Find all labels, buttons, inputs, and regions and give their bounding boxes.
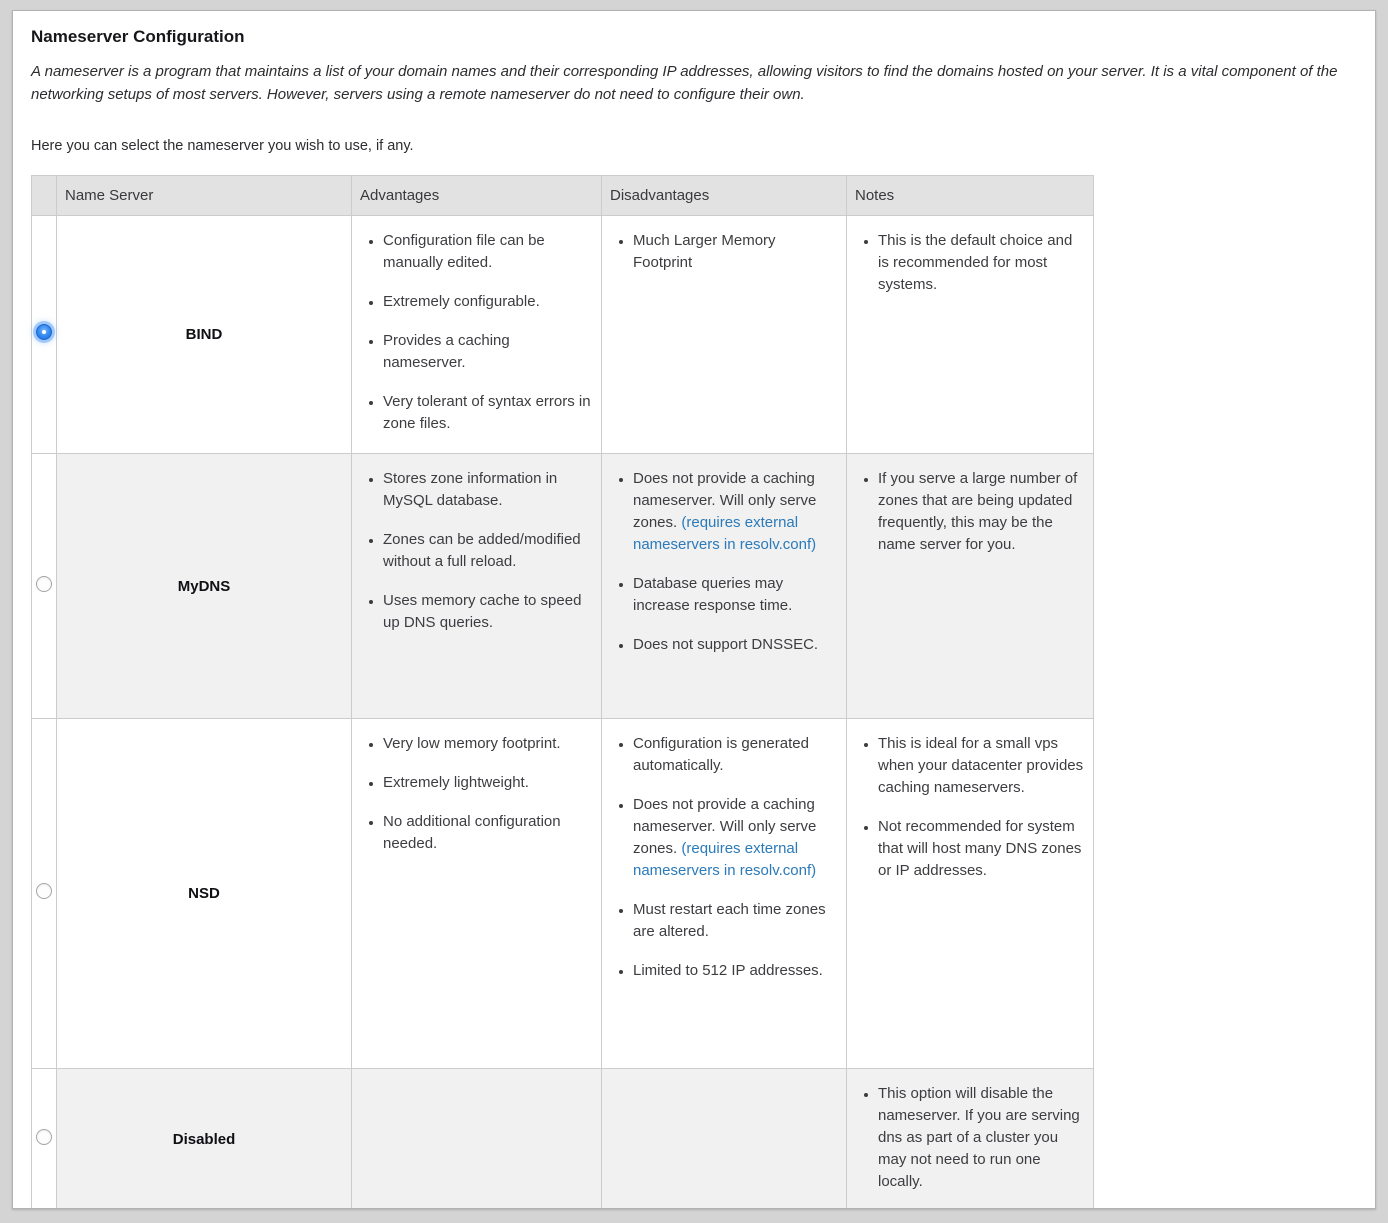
advantages-list [352,719,601,869]
bullet-item: • Zones can be added/modified without a full reload. [383,529,593,573]
disadvantages-cell [602,719,847,1069]
bullet-item: • Configuration is generated automatically. [633,733,838,777]
page-title: Nameserver Configuration [31,27,245,46]
column-header-advantages: Advantages [352,176,602,216]
bullet-item: • Much Larger Memory Footprint [633,230,838,274]
radio-mydns[interactable] [36,576,52,592]
bullet-item: • Does not provide a caching nameserver. Will only serve zones. (requires external nameservers in resolv.conf) [633,794,838,882]
radio-cell [32,454,57,719]
bullet-item: • Stores zone information in MySQL database. [383,468,593,512]
nameserver-table [31,175,1094,1209]
radio-bind[interactable] [36,324,52,340]
table-row [32,216,1094,454]
radio-disabled[interactable] [36,1129,52,1145]
bullet-item: • No additional configuration needed. [383,811,593,855]
notes-list [847,216,1093,310]
advantages-cell [352,719,602,1069]
notes-cell [847,1069,1094,1210]
disadvantages-cell [602,1069,847,1210]
radio-cell [32,216,57,454]
radio-cell [32,1069,57,1210]
column-header-disadvantages: Disadvantages [602,176,847,216]
notes-cell [847,454,1094,719]
nameserver-name: Disabled [57,1069,352,1210]
table-header-row [32,176,1094,216]
table-row [32,1069,1094,1210]
notes-cell [847,216,1094,454]
bullet-item: • This is the default choice and is recommended for most systems. [878,230,1085,296]
radio-column-header [32,176,57,216]
bullet-item: • Uses memory cache to speed up DNS queries. [383,590,593,634]
nameserver-table-body [32,216,1094,1210]
nameserver-name: BIND [57,216,352,454]
table-row [32,719,1094,1069]
nameserver-name: MyDNS [57,454,352,719]
bullet-item: • Does not support DNSSEC. [633,634,838,656]
notes-list [847,1069,1093,1207]
selection-hint: Here you can select the nameserver you wish to use, if any. [31,138,414,154]
bullet-item: • Must restart each time zones are altered. [633,899,838,943]
notes-list [847,454,1093,570]
bullet-item: • Database queries may increase response time. [633,573,838,617]
radio-nsd[interactable] [36,883,52,899]
bullet-item: • This option will disable the nameserver. If you are serving dns as part of a cluster you may not need to run one locally. [878,1083,1085,1193]
table-row [32,454,1094,719]
intro-description: A nameserver is a program that maintains a list of your domain names and their corresponding IP addresses, allowing visitors to find the domains hosted on your server. It is a vital component of the networking setups of most servers. However, servers using a remote nameserver do not need to configure their own. [31,63,1338,103]
disadvantages-cell [602,454,847,719]
radio-cell [32,719,57,1069]
bullet-item: • If you serve a large number of zones that are being updated frequently, this may be the name server for you. [878,468,1085,556]
advantages-list [352,454,601,648]
bullet-item: • Extremely configurable. [383,291,593,313]
disadvantages-list [602,216,846,288]
nameserver-config-panel [12,10,1376,1209]
advantages-cell [352,216,602,454]
disadvantages-cell [602,216,847,454]
bullet-item: • Extremely lightweight. [383,772,593,794]
advantages-cell [352,1069,602,1210]
resolv-conf-link[interactable]: (requires external nameservers in resolv.conf) [633,840,817,879]
bullet-item: • Very tolerant of syntax errors in zone files. [383,391,593,435]
column-header-name-server: Name Server [57,176,352,216]
column-header-notes: Notes [847,176,1094,216]
bullet-item: • Limited to 512 IP addresses. [633,960,838,982]
advantages-cell [352,454,602,719]
notes-cell [847,719,1094,1069]
bullet-item: • Provides a caching nameserver. [383,330,593,374]
nameserver-name: NSD [57,719,352,1069]
resolv-conf-link[interactable]: (requires external nameservers in resolv.conf) [633,514,817,553]
bullet-item: • This is ideal for a small vps when your datacenter provides caching nameservers. [878,733,1085,799]
bullet-item: • Does not provide a caching nameserver. Will only serve zones. (requires external nameservers in resolv.conf) [633,468,838,556]
bullet-item: • Not recommended for system that will host many DNS zones or IP addresses. [878,816,1085,882]
advantages-list [352,216,601,449]
disadvantages-list [602,719,846,996]
bullet-item: • Configuration file can be manually edited. [383,230,593,274]
bullet-item: • Very low memory footprint. [383,733,593,755]
notes-list [847,719,1093,896]
disadvantages-list [602,454,846,670]
